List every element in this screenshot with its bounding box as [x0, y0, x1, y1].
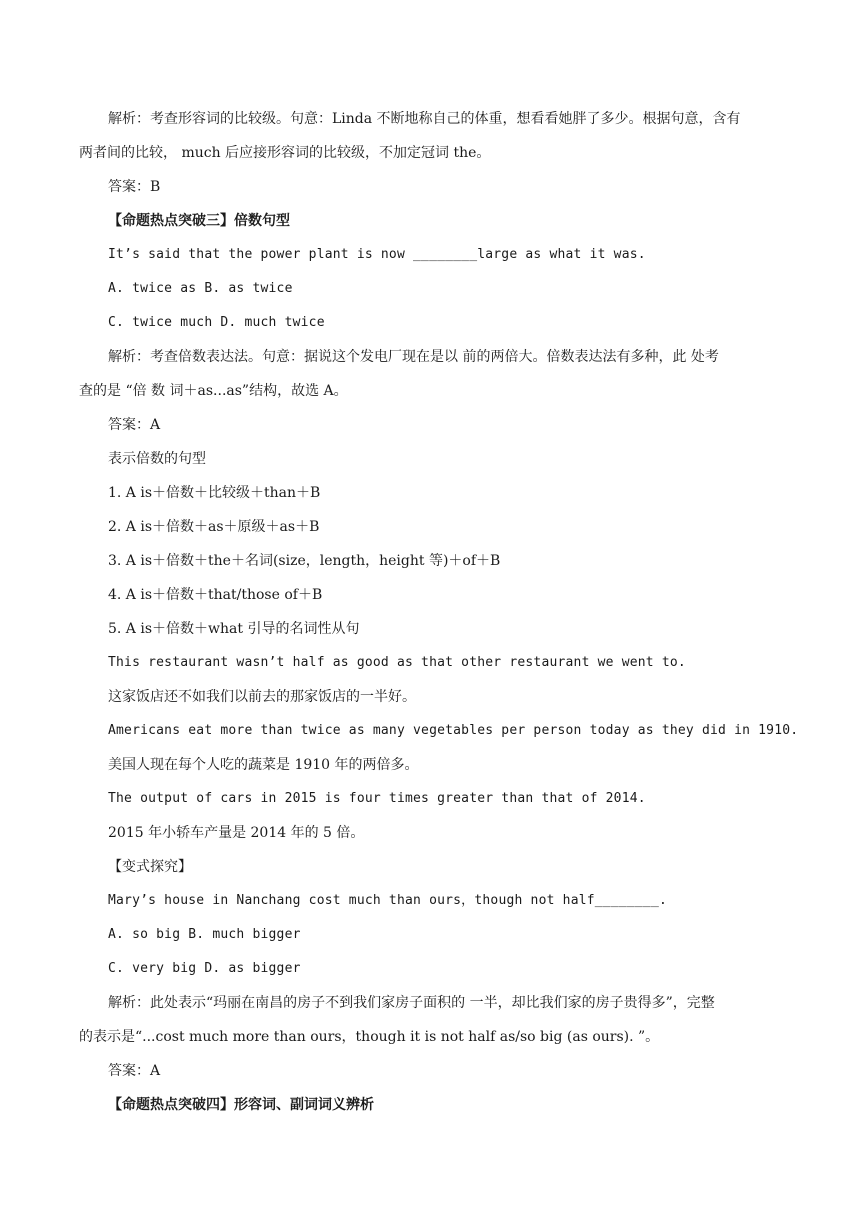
question-1-stem: It’s said that the power plant is now ________large as what it was.	[108, 247, 646, 262]
analysis-prev-line-2: 两者间的比较， much 后应接形容词的比较级，不加定冠词 the。	[79, 145, 491, 161]
example-3-chinese: 2015 年小轿车产量是 2014 年的 5 倍。	[108, 825, 365, 841]
section-3-heading: 【命题热点突破三】倍数句型	[108, 213, 290, 229]
example-1-chinese: 这家饭店还不如我们以前去的那家饭店的一半好。	[108, 689, 416, 705]
example-1-english: This restaurant wasn’t half as good as that other restaurant we went to.	[108, 655, 686, 670]
analysis-prev-line-1: 解析：考查形容词的比较级。句意：Linda 不断地称自己的体重，想看看她胖了多少。根据句意，含有	[108, 111, 741, 127]
pattern-item-2: 2. A is＋倍数＋as＋原级＋as＋B	[108, 519, 320, 535]
example-2-chinese: 美国人现在每个人吃的蔬菜是 1910 年的两倍多。	[108, 757, 419, 773]
example-2-english: Americans eat more than twice as many vegetables per person today as they did in 1910.	[108, 723, 799, 738]
question-2-answer: 答案：A	[108, 1063, 161, 1079]
question-1-analysis-line-2: 查的是 “倍 数 词＋as...as”结构，故选 A。	[79, 383, 348, 399]
example-3-english: The output of cars in 2015 is four times greater than that of 2014.	[108, 791, 646, 806]
question-1-analysis-line-1: 解析：考查倍数表达法。句意：据说这个发电厂现在是以 前的两倍大。倍数表达法有多种，此 处考	[108, 349, 719, 365]
pattern-item-4: 4. A is＋倍数＋that/those of＋B	[108, 587, 323, 603]
question-1-options-ab: A. twice as B. as twice	[108, 281, 293, 296]
question-2-options-cd: C. very big D. as bigger	[108, 961, 301, 976]
patterns-title: 表示倍数的句型	[108, 451, 206, 467]
question-2-options-ab: A. so big B. much bigger	[108, 927, 301, 942]
question-1-answer: 答案：A	[108, 417, 161, 433]
pattern-item-3: 3. A is＋倍数＋the＋名词(size，length，height 等)＋of＋B	[108, 553, 501, 569]
pattern-item-1: 1. A is＋倍数＋比较级＋than＋B	[108, 485, 321, 501]
section-4-heading: 【命题热点突破四】形容词、副词词义辨析	[108, 1097, 374, 1113]
pattern-item-5: 5. A is＋倍数＋what 引导的名词性从句	[108, 621, 360, 637]
variant-heading: 【变式探究】	[108, 859, 192, 875]
answer-prev: 答案：B	[108, 179, 161, 195]
question-1-options-cd: C. twice much D. much twice	[108, 315, 325, 330]
question-2-stem: Mary’s house in Nanchang cost much than ours，though not half________.	[108, 893, 668, 908]
question-2-analysis-line-1: 解析：此处表示“玛丽在南昌的房子不到我们家房子面积的 一半，却比我们家的房子贵得多”，完整	[108, 995, 715, 1011]
question-2-analysis-line-2: 的表示是“...cost much more than ours，though it is not half as/so big (as ours). ”。	[79, 1029, 660, 1045]
